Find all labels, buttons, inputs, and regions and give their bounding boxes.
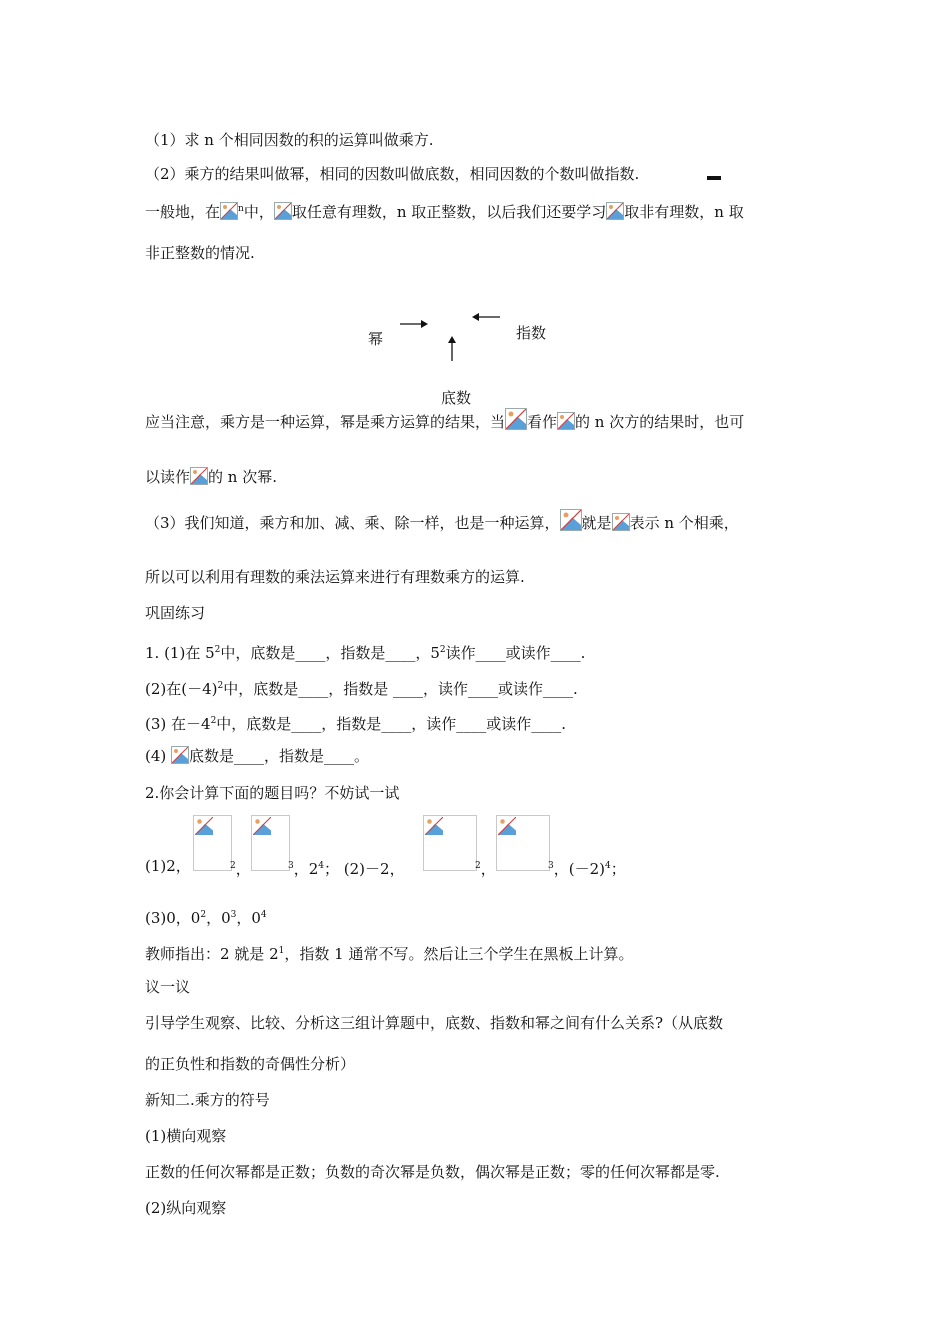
question-1-4: (4) 底数是____，指数是____。 [145,747,370,765]
image-frame [193,815,232,871]
broken-image-icon [425,817,443,835]
label-exponent: 指数 [516,324,547,342]
text-mark [707,176,721,180]
broken-image-icon [557,412,575,430]
para-discuss-2: 的正负性和指数的奇偶性分析） [145,1055,356,1073]
broken-image-icon [612,513,630,531]
question-2-row-1-b: $^2$， [230,860,251,878]
image-frame [496,815,550,871]
question-2-row-1-d: $^2$， [475,860,496,878]
question-2-row-1: (1)2， [145,857,191,875]
para-3: 一般地，在 $^n$中， 取任意有理数，n 取正整数，以后我们还要学习 取非有理数，n 取 [145,203,744,221]
question-2-row-3: (3)0，$0^2$，$0^3$，$0^4$ [145,909,267,927]
teacher-note: 教师指出：2 就是 $2^1$，指数 1 通常不写。然后让三个学生在黑板上计算。 [145,945,634,963]
arrows [390,305,510,365]
label-base: 底数 [441,389,472,407]
question-1-1: 1. (1)在 $5^2$中，底数是____，指数是____，$5^2$读作____或读作____. [145,644,586,662]
para-8: 所以可以利用有理数的乘法运算来进行有理数乘方的运算. [145,568,525,586]
broken-image-icon [220,202,238,220]
section-practice: 巩固练习 [145,604,206,622]
subsection-horizontal: (1)横向观察 [145,1127,227,1145]
broken-image-icon [560,509,582,531]
broken-image-icon [274,202,292,220]
para-horizontal: 正数的任何次幂都是正数；负数的奇次幂是负数，偶次幂是正数；零的任何次幂都是零. [145,1163,720,1181]
broken-image-icon [195,817,213,835]
para-discuss-1: 引导学生观察、比较、分析这三组计算题中，底数、指数和幂之间有什么关系?（从底数 [145,1014,724,1032]
para-4: 非正整数的情况. [145,244,255,262]
question-1-3: (3) 在$-4^2$中，底数是____，指数是____，读作____或读作____. [145,715,567,733]
question-1-2: (2)在$(-4)^2$中，底数是____，指数是 ____，读作____或读作____. [145,680,578,698]
para-6: 以读作 的 n 次幂. [145,468,277,486]
para-7: （3）我们知道，乘方和加、减、乘、除一样，也是一种运算， 就是 表示 n 个相乘， [145,509,739,533]
broken-image-icon [171,746,189,764]
para-2: （2）乘方的结果叫做幂，相同的因数叫做底数，相同因数的个数叫做指数. [145,165,640,183]
subsection-vertical: (2)纵向观察 [145,1199,227,1217]
broken-image-icon [498,817,516,835]
broken-image-icon [505,408,527,430]
label-power: 幂 [368,330,384,348]
image-frame [423,815,477,871]
section-discuss: 议一议 [145,978,191,996]
para-5: 应当注意，乘方是一种运算，幂是乘方运算的结果，当 看作 的 n 次方的结果时，也可 [145,408,744,432]
image-frame [251,815,290,871]
para-1: （1）求 n 个相同因数的积的运算叫做乘方. [145,131,434,149]
broken-image-icon [606,202,624,220]
question-2-prompt: 2.你会计算下面的题目吗？不妨试一试 [145,784,400,802]
broken-image-icon [190,467,208,485]
question-2-row-1-c: $^3$，$2^4$； (2)－2， [288,860,405,878]
broken-image-icon [253,817,271,835]
section-new-knowledge-2: 新知二.乘方的符号 [145,1091,270,1109]
question-2-row-1-e: $^3$，$(-2)^4$； [548,860,626,878]
